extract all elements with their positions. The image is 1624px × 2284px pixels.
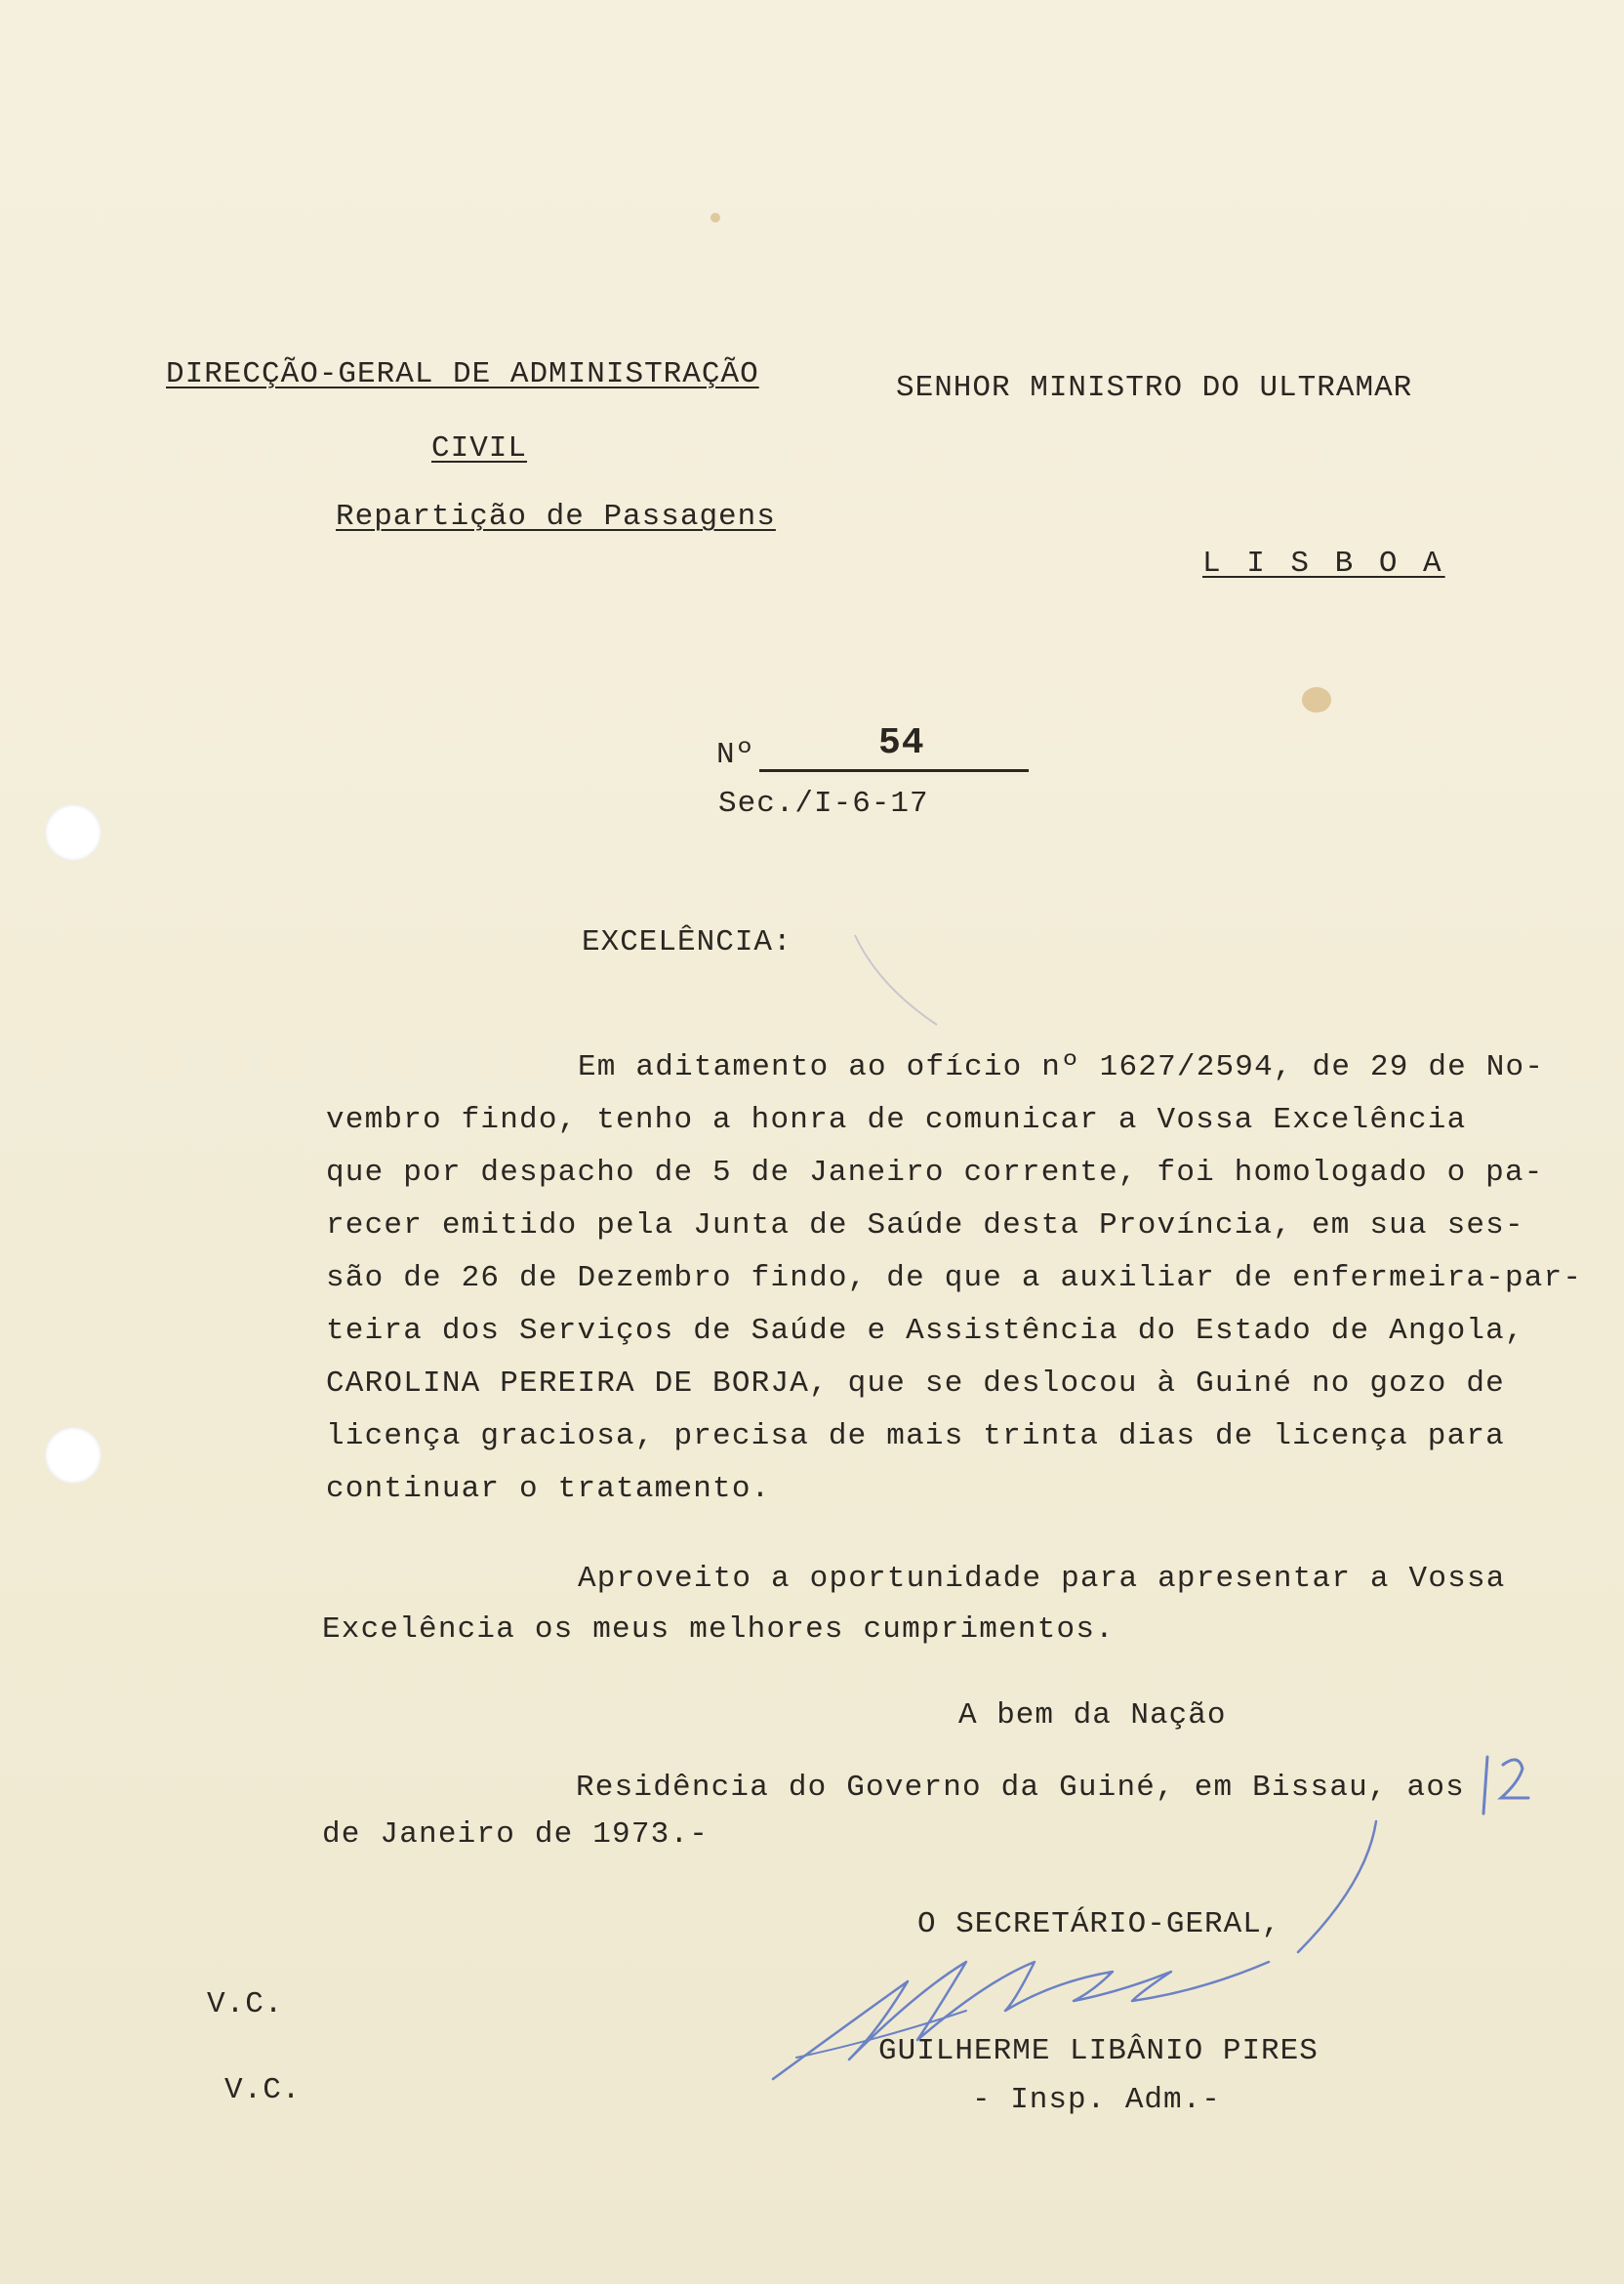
body-line: Aproveito a oportunidade para apresentar a Vossa xyxy=(578,1562,1506,1596)
body-line: vembro findo, tenho a honra de comunicar a Vossa Excelência xyxy=(326,1103,1467,1137)
section-code: Sec./I-6-17 xyxy=(718,787,929,821)
margin-note: V.C. xyxy=(224,2073,302,2107)
stain-mark xyxy=(710,213,720,223)
body-line: licença graciosa, precisa de mais trinta dias de licença para xyxy=(326,1419,1505,1453)
body-line: que por despacho de 5 de Janeiro corrente, foi homologado o pa- xyxy=(326,1156,1544,1190)
body-line: recer emitido pela Junta de Saúde desta Província, em sua ses- xyxy=(326,1208,1524,1243)
body-line: Excelência os meus melhores cumprimentos. xyxy=(322,1612,1115,1647)
number-underline xyxy=(759,769,1029,772)
stain-mark xyxy=(1302,687,1331,713)
pen-stroke xyxy=(1298,1821,1376,1952)
punch-hole-top xyxy=(45,804,102,861)
header-department: DIRECÇÃO-GERAL DE ADMINISTRAÇÃO xyxy=(166,357,759,391)
recipient-city: L I S B O A xyxy=(1202,547,1445,581)
recipient: SENHOR MINISTRO DO ULTRAMAR xyxy=(896,371,1413,405)
signatory-name: GUILHERME LIBÂNIO PIRES xyxy=(878,2034,1319,2068)
closing-formula: A bem da Nação xyxy=(958,1698,1227,1733)
signatory-title: O SECRETÁRIO-GERAL, xyxy=(917,1907,1281,1941)
margin-note: V.C. xyxy=(207,1987,284,2021)
pencil-mark xyxy=(855,935,937,1025)
handwritten-day-mark xyxy=(1483,1757,1528,1814)
signatory-role: - Insp. Adm.- xyxy=(972,2083,1221,2117)
punch-hole-bottom xyxy=(45,1427,102,1484)
place-date-line: Residência do Governo da Guiné, em Bissau, aos xyxy=(576,1771,1465,1805)
body-line: continuar o tratamento. xyxy=(326,1472,771,1506)
number-value: 54 xyxy=(878,722,925,764)
place-date-line: de Janeiro de 1973.- xyxy=(322,1817,710,1852)
salutation: EXCELÊNCIA: xyxy=(582,925,792,959)
header-civil: CIVIL xyxy=(431,431,528,466)
body-line: são de 26 de Dezembro findo, de que a auxiliar de enfermeira-par- xyxy=(326,1261,1583,1295)
header-section: Repartição de Passagens xyxy=(336,500,776,534)
number-label: Nº xyxy=(716,738,755,772)
body-line: Em aditamento ao ofício nº 1627/2594, de 29 de No- xyxy=(578,1050,1545,1084)
body-line: teira dos Serviços de Saúde e Assistência do Estado de Angola, xyxy=(326,1314,1524,1348)
body-line: CAROLINA PEREIRA DE BORJA, que se deslocou à Guiné no gozo de xyxy=(326,1366,1505,1401)
